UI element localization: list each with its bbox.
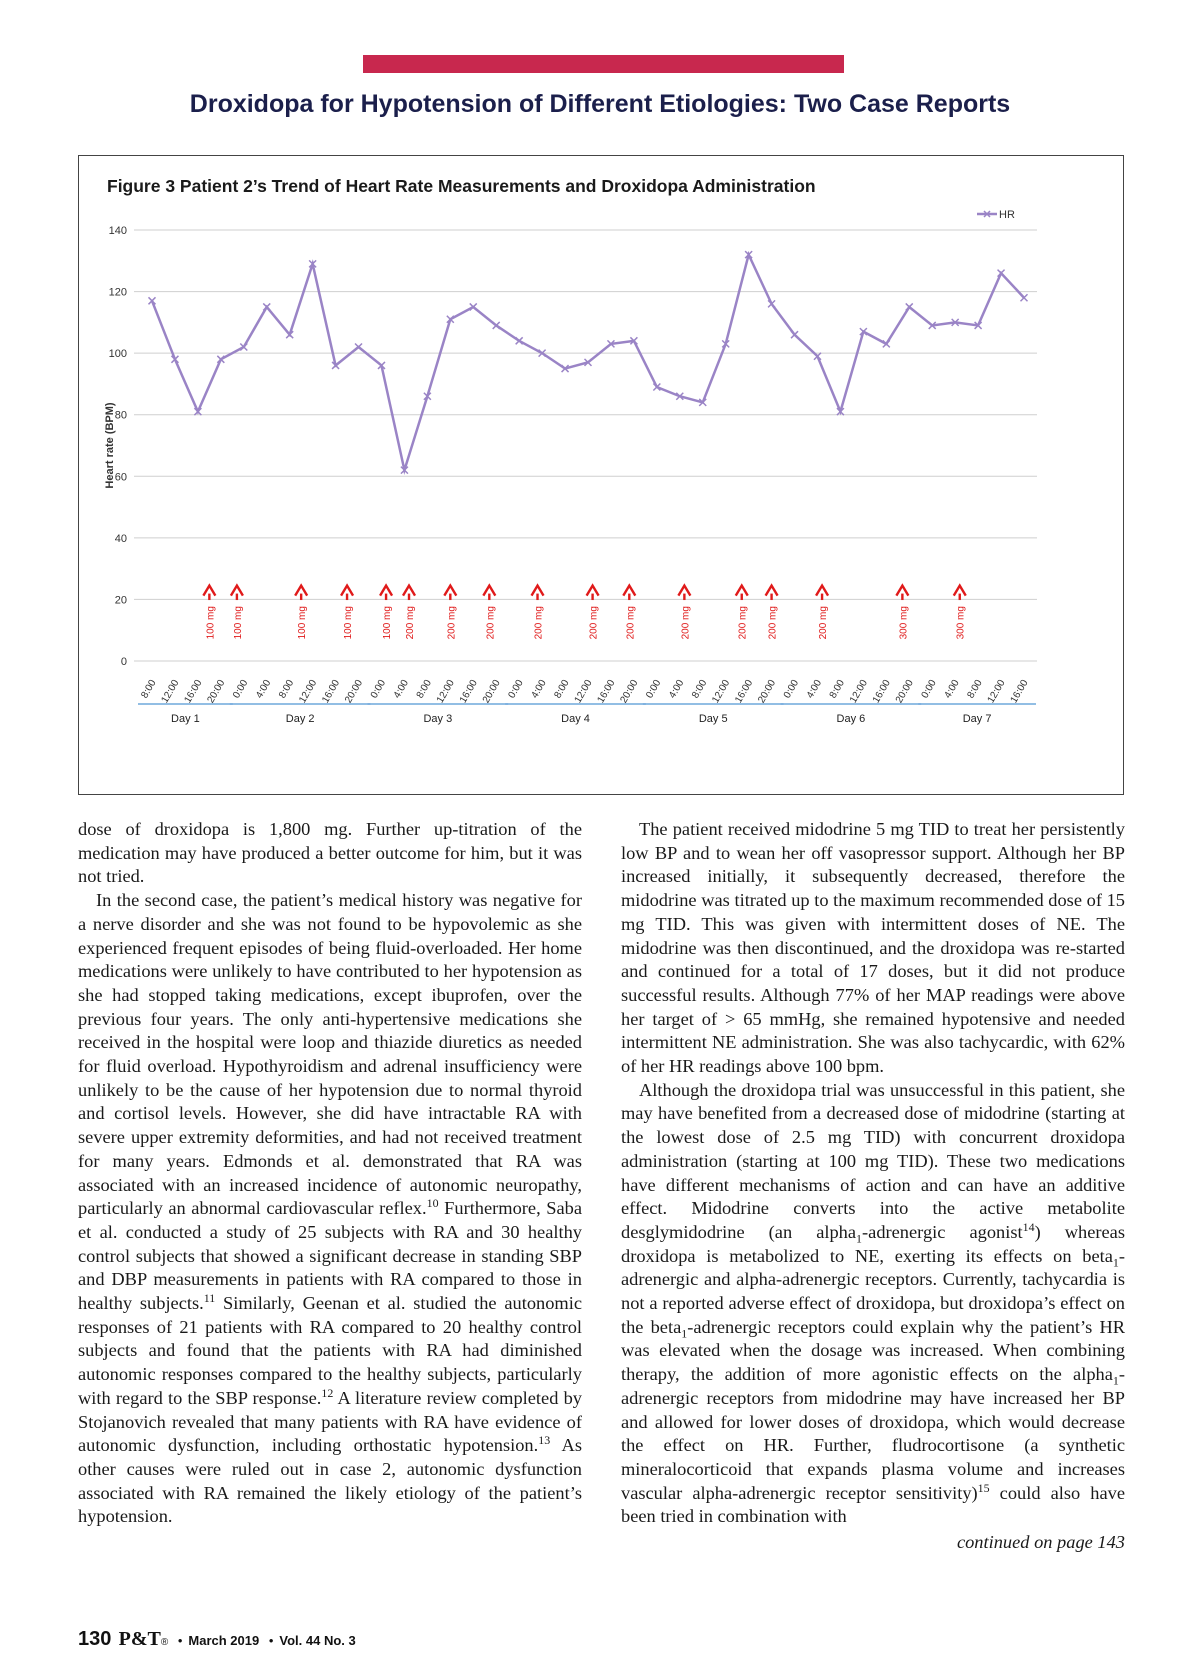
dose-label: 200 mg [767,606,779,640]
volume-number: Vol. 44 No. 3 [279,1633,356,1648]
y-tick-label: 80 [114,409,127,422]
x-tick-label: 20:00 [618,678,641,706]
x-tick-label: 16:00 [595,678,618,706]
issue-date: March 2019 [188,1633,260,1648]
text: Furthermore, Saba et al. conducted a study of 25 subjects with RA and 30 healthy control subjects that showed a significant decrease in standing SBP and DBP measurements in patients with RA compared to those in healthy subjects. [78,1198,582,1314]
subscript: 1 [681,1326,688,1341]
text: A literature review completed by Stojanovich revealed that many patients with RA have evidence of autonomic dysfunction, including orthostatic hypotension. [78,1387,582,1456]
text: could also have been tried in combination with [621,1482,1125,1527]
reference-mark: 15 [977,1480,990,1495]
day-label: Day 3 [423,713,453,725]
subscript: 1 [856,1231,863,1246]
dose-label: 200 mg [485,606,497,640]
text: Similarly, Geenan et al. studied the autonomic responses of 21 patients with RA compared to 20 healthy control subjects and found that the patients with RA had diminished autonomic responses compared to the healthy subjects, particularly with regard to the SBP response. [78,1293,582,1408]
x-tick-label: 8:00 [827,678,848,701]
x-tick-label: 20:00 [893,678,916,706]
figure-caption: Figure 3 Patient 2’s Trend of Heart Rate Measurements and Droxidopa Administration [107,176,816,196]
y-tick-label: 60 [114,471,127,484]
dose-label: 100 mg [382,606,394,640]
header-accent-bar [363,55,844,73]
y-tick-label: 100 [108,348,127,361]
page-footer [78,1628,356,1651]
data-point [1021,294,1028,301]
day-label: Day 4 [561,713,590,725]
reference-mark: 11 [203,1290,216,1305]
x-tick-label: 8:00 [690,678,710,701]
day-label: Day 1 [171,713,200,725]
x-tick-label: 4:00 [391,678,412,701]
x-tick-label: 20:00 [343,678,366,706]
text: Although the droxidopa trial was unsuccessful in this patient, she may have benefited from a decreased dose of midodrine (starting at the lowest dose of 2.5 mg TID) with concurrent droxidopa administration (starting at 100 mg TID). These two medications have different mechanisms of action and can have an additive effect. Midodrine converts into the active metabolite desglymidodrine (an alpha [621,1079,1125,1242]
text: ) whereas droxidopa is metabolized to NE, exerting its effects on beta [621,1221,1125,1266]
text: In the second case, the patient’s medical history was negative for a nerve disorder and she was not found to be hypovolemic as she experienced frequent episodes of being fluid-overloaded. Her home medications were unlikely to have contributed to her hypotension as she had stopped taking medications, except ibuprofen, over the previous four years. The only anti-hypertensive medications she received in the hospital were loop and thiazide diuretics as needed for fluid overload. Hypothyroidism and adrenal insufficiency were unlikely to be the cause of her hypotension due to normal thyroid and cortisol levels. However, she did have intractable RA with severe upper extremity deformities, and had not received treatment for many years. Edmonds et al. demonstrated that RA was associated with an increased incidence of autonomic neuropathy, particularly an abnormal cardiovascular reflex. [78,890,582,1219]
paragraph: dose of droxidopa is 1,800 mg. Further up-titration of the medication may have produced a better outcome for him, but it was not tried. [78,819,582,887]
day-label: Day 5 [698,713,728,725]
y-tick-label: 40 [114,532,127,545]
x-tick-label: 8:00 [277,678,297,701]
x-tick-label: 4:00 [804,678,825,701]
data-point [791,331,798,338]
text: -adrenergic and alpha-adrenergic receptors. Currently, tachycardia is not a reported adverse effect of droxidopa, but droxidopa’s effect on the beta [621,1245,1125,1337]
x-tick-label: 12:00 [297,678,320,706]
dose-label: 100 mg [297,606,309,640]
x-tick-label: 16:00 [457,678,480,706]
subscript: 1 [1112,1373,1119,1388]
body-column-right [621,818,1125,1555]
x-tick-label: 12:00 [434,678,457,706]
dose-label: 100 mg [205,606,217,640]
reference-mark: 10 [426,1196,439,1211]
y-axis-label: Heart rate (BPM) [104,402,116,489]
data-point [906,303,913,310]
x-tick-label: 16:00 [733,678,756,706]
continued-note: continued on page 143 [956,1532,1125,1553]
x-tick-label: 12:00 [159,678,182,706]
data-point [493,322,500,329]
text: -adrenergic receptors from midodrine may have increased her BP and allowed for lower doses of droxidopa, which would decrease the effect on HR. Further, fludrocortisone (a synthetic mineralocorticoid that expands plasma volume and increases vascular alpha-adrenergic receptor sensitivity) [621,1364,1125,1503]
x-tick-label: 4:00 [254,678,274,701]
subscript: 1 [1112,1255,1119,1270]
x-tick-label: 20:00 [205,678,228,706]
x-tick-label: 8:00 [139,678,159,701]
dose-label: 200 mg [588,606,600,640]
day-label: Day 2 [285,713,315,725]
x-tick-label: 0:00 [231,678,251,701]
dose-label: 200 mg [818,606,830,640]
separator: • [177,1633,183,1648]
dose-label: 300 mg [955,606,967,640]
x-tick-label: 8:00 [414,678,434,701]
x-tick-label: 12:00 [710,678,733,706]
y-tick-label: 120 [108,286,127,299]
paragraph [621,1079,1125,1529]
y-tick-label: 140 [108,225,127,237]
x-tick-label: 8:00 [965,678,985,701]
x-tick-label: 0:00 [506,678,526,701]
day-label: Day 7 [962,713,992,725]
dose-label: 200 mg [737,606,749,640]
text: -adrenergic receptors could explain why the patient’s HR was elevated when the dosage was increased. When combining therapy, the addition of more agonistic effects on the alpha [621,1316,1125,1385]
x-tick-label: 4:00 [942,678,962,701]
x-tick-label: 4:00 [667,678,687,701]
registered-mark: ® [160,1637,169,1648]
journal-name: P&T [118,1628,161,1650]
x-tick-label: 12:00 [985,678,1008,706]
reference-mark: 13 [538,1433,551,1448]
dose-label: 200 mg [533,606,545,640]
figure-3 [78,155,1124,795]
x-tick-label: 12:00 [847,678,870,706]
x-tick-label: 8:00 [552,678,572,701]
x-tick-label: 0:00 [919,678,939,701]
separator: • [268,1633,274,1648]
dose-label: 200 mg [446,606,458,640]
reference-mark: 12 [321,1385,334,1400]
x-tick-label: 0:00 [781,678,802,701]
heart-rate-chart [79,156,1123,794]
x-tick-label: 0:00 [368,678,389,701]
x-tick-label: 16:00 [1008,678,1031,706]
text: As other causes were ruled out in case 2, autonomic dysfunction associated with RA remained the likely etiology of the patient’s hypotension. [78,1435,582,1527]
y-tick-label: 0 [120,656,127,668]
dose-label: 300 mg [898,606,910,640]
legend-label: HR [999,209,1015,221]
body-column-left [78,818,582,1529]
page-title: Droxidopa for Hypotension of Different Etiologies: Two Case Reports [189,90,1011,118]
paragraph: The patient received midodrine 5 mg TID to treat her persistently low BP and to wean her off vasopressor support. Although her BP increased initially, it subsequently decreased, therefore the midodrine was titrated up to the maximum recommended dose of 15 mg TID. This was given with intermittent doses of NE. The midodrine was then discontinued, and the droxidopa was re-started and continued for a total of 17 doses, but it did not produce successful results. Although 77% of her MAP readings were above her target of > 65 mmHg, she remained hypotensive and needed intermittent NE administration. She was also tachycardic, with 62% of her HR readings above 100 bpm. [621,819,1125,1077]
paragraph [78,889,582,1529]
dose-label: 200 mg [625,606,637,640]
x-tick-label: 16:00 [320,678,343,706]
x-tick-label: 20:00 [756,678,779,706]
y-tick-label: 20 [114,594,127,607]
reference-mark: 14 [1022,1219,1035,1234]
x-tick-label: 0:00 [644,678,664,701]
day-label: Day 6 [836,713,866,725]
dose-label: 100 mg [232,606,244,640]
x-tick-label: 16:00 [182,678,205,706]
dose-label: 200 mg [405,606,417,640]
x-tick-label: 4:00 [529,678,549,701]
dose-label: 200 mg [680,606,692,640]
data-point [355,343,362,350]
dose-label: 100 mg [343,606,355,640]
x-tick-label: 16:00 [870,678,893,706]
page-number: 130 [78,1628,112,1650]
x-tick-label: 12:00 [572,678,595,706]
text: -adrenergic agonist [862,1221,1023,1242]
x-tick-label: 20:00 [480,678,503,706]
